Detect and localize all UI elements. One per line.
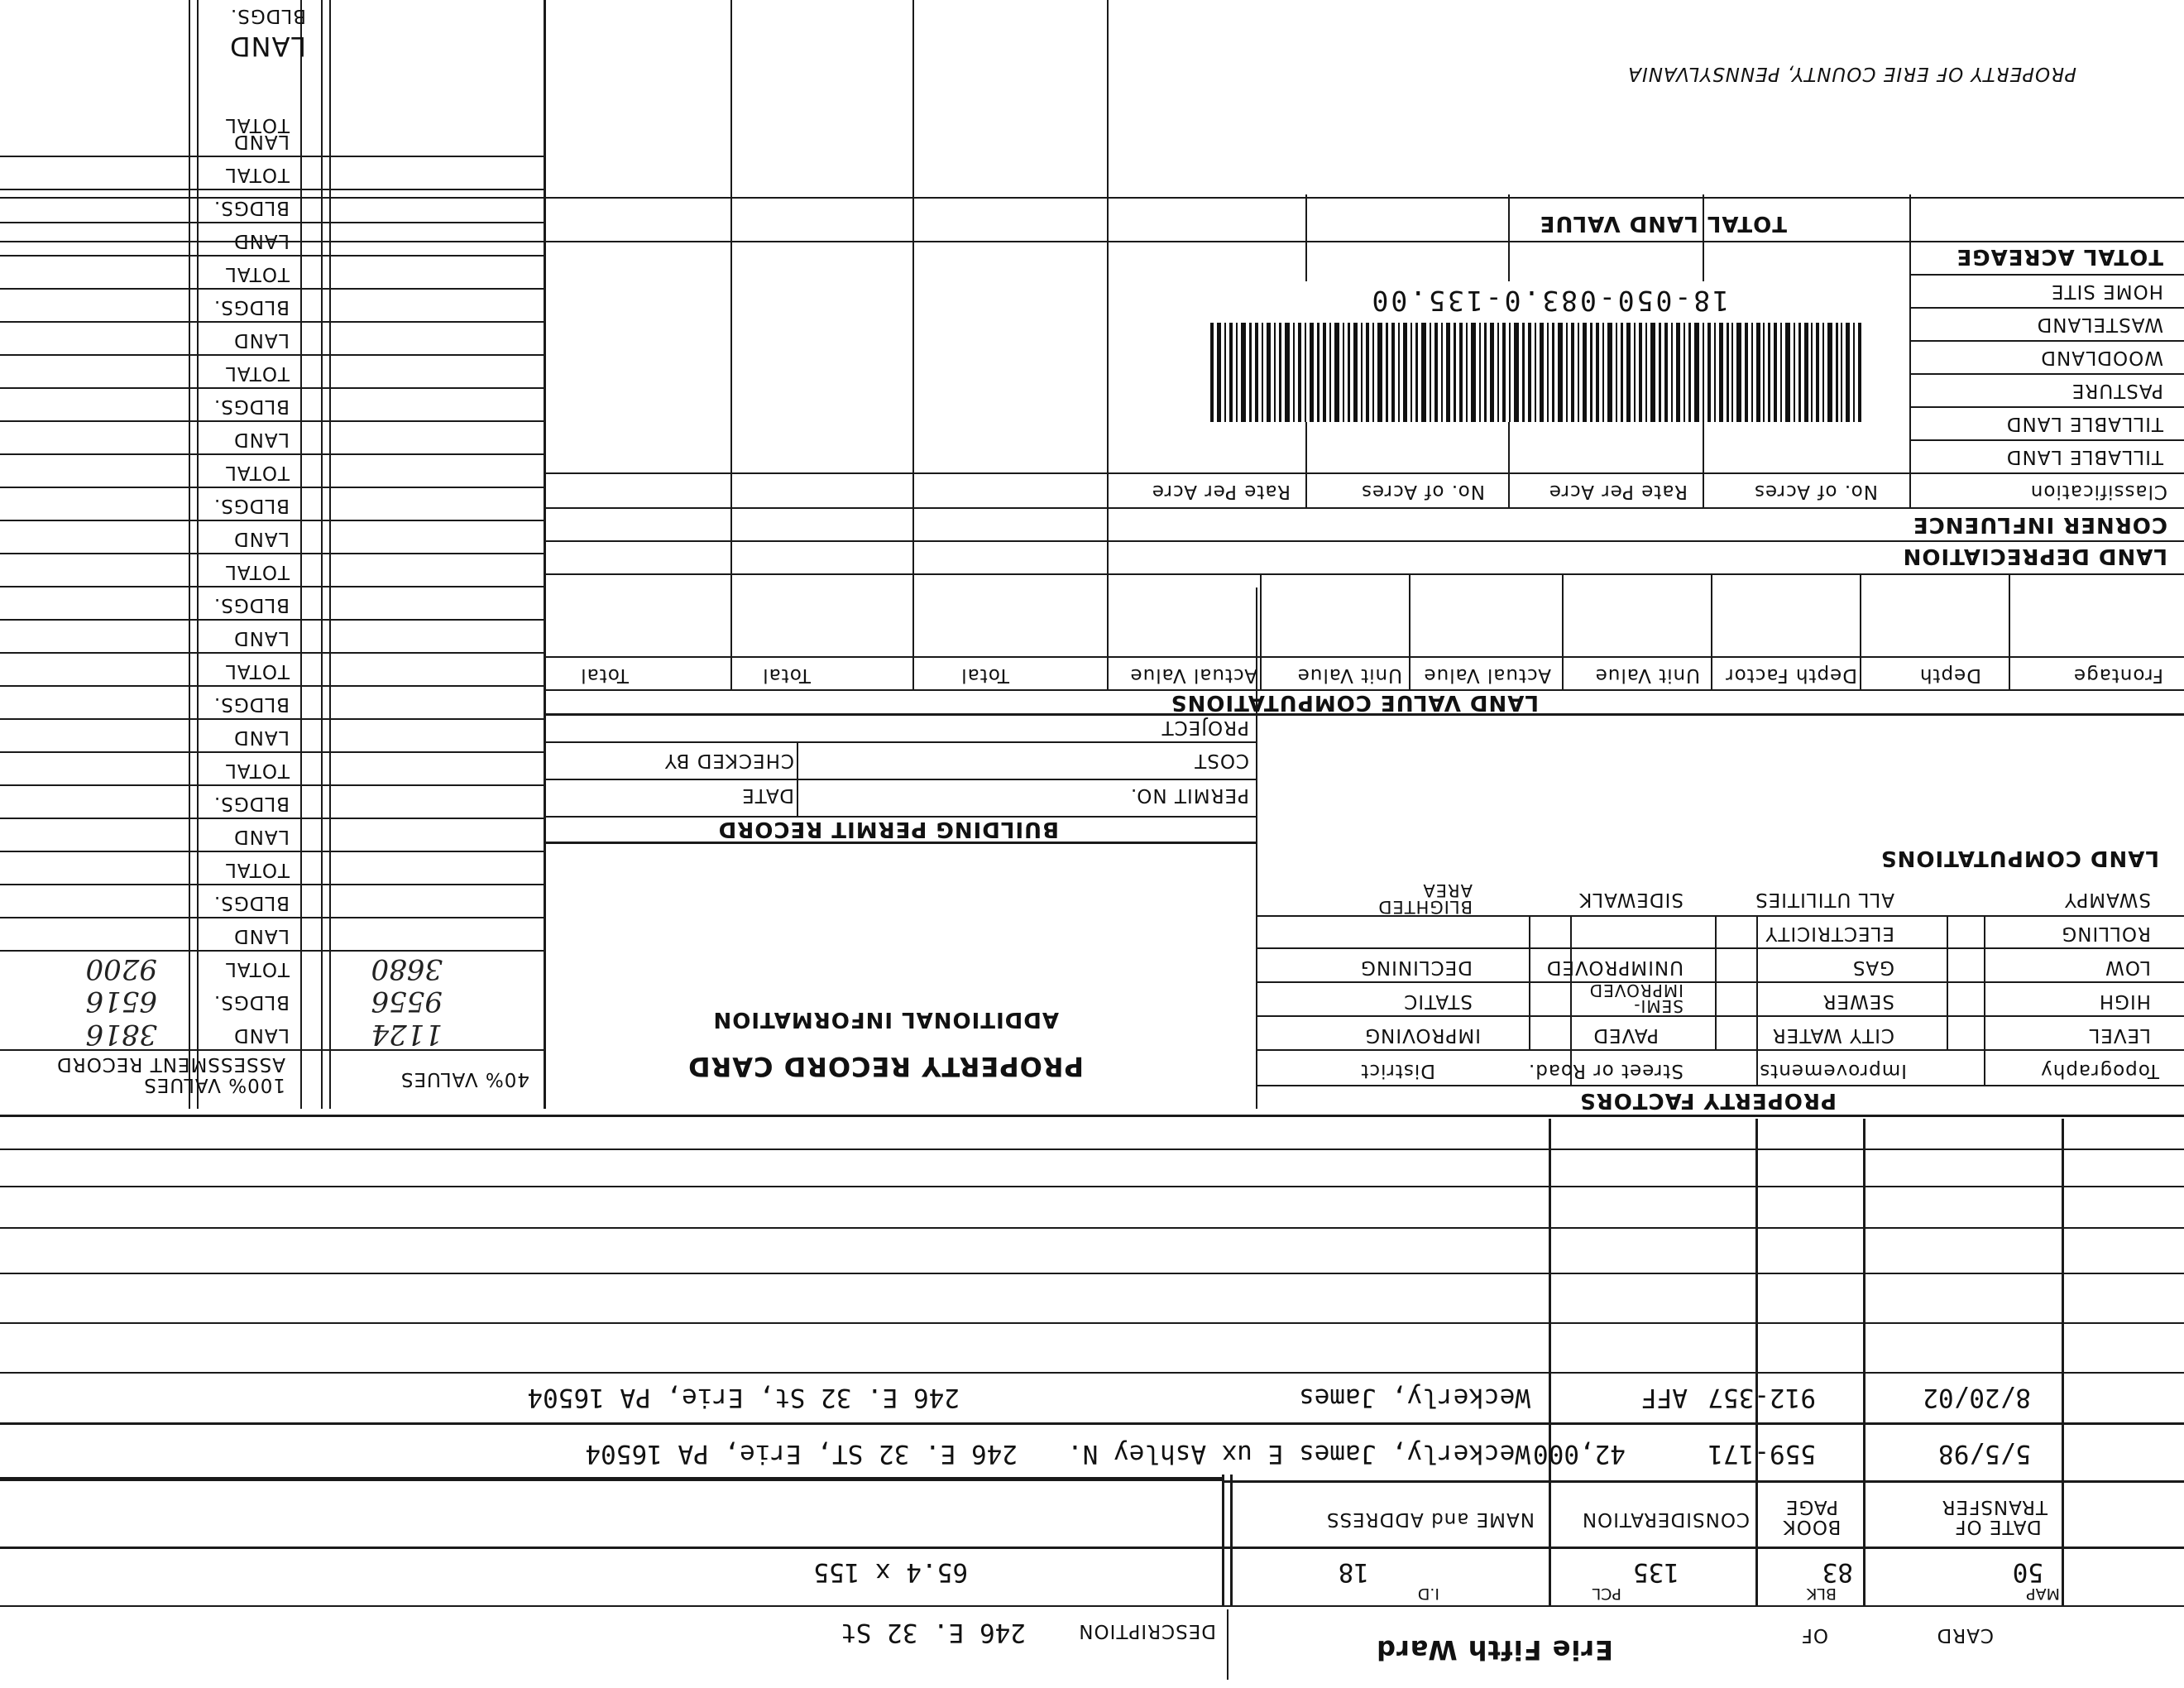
land-item-line-4 bbox=[1911, 340, 2184, 342]
transfer-row-1-line bbox=[0, 1422, 2184, 1425]
permit-checked-by-label: CHECKED BY bbox=[663, 750, 794, 771]
value-grid-line bbox=[0, 354, 546, 356]
value-grid-label: LAND bbox=[233, 727, 290, 748]
topo-low: LOW bbox=[2105, 957, 2151, 978]
transfer-1-name: Weckerly, James E ux Ashley N. bbox=[1067, 1439, 1530, 1469]
value-grid-label: LAND bbox=[233, 329, 290, 351]
value-grid-label: BLDGS. bbox=[213, 197, 290, 218]
street-semi-improved: SEMI-IMPROVED bbox=[1588, 981, 1684, 1016]
permit-project-label: PROJECT bbox=[1161, 717, 1249, 738]
improvements-header: Improvements bbox=[1759, 1060, 1907, 1081]
value-grid-label: LAND bbox=[233, 925, 290, 947]
owner-caption: PROPERTY OF ERIE COUNTY, PENNSYLVANIA bbox=[1627, 63, 2076, 84]
value-grid-line bbox=[0, 520, 546, 521]
impr-city-water: CITY WATER bbox=[1771, 1024, 1894, 1046]
pcl-value: 135 bbox=[1633, 1557, 1679, 1587]
acres-header-1: No. of Acres bbox=[1753, 481, 1878, 502]
total-land-value-line bbox=[0, 197, 2184, 199]
value-grid-line bbox=[0, 917, 546, 918]
transfer-row-4-line bbox=[0, 1273, 2184, 1274]
value-grid-label: BLDGS. bbox=[213, 396, 290, 417]
street-header: Street or Road. bbox=[1527, 1060, 1684, 1081]
lvc-title-line bbox=[546, 689, 2184, 691]
factors-row-2 bbox=[1257, 981, 2184, 983]
street-unimproved: UNIMPROVED bbox=[1545, 957, 1684, 978]
topo-swampy: SWAMPY bbox=[2063, 889, 2151, 910]
transfer-date-header: DATE OF TRANSFER bbox=[1941, 1495, 2048, 1537]
value-grid-label: TOTAL bbox=[225, 164, 290, 185]
district-blighted-area: BLIGHTED AREA bbox=[1377, 880, 1473, 917]
factors-header-line bbox=[1257, 1049, 2184, 1051]
value-grid-label: LAND bbox=[233, 230, 290, 252]
land-computations-title: LAND COMPUTATIONS bbox=[1880, 846, 2159, 870]
land-item-wasteland: WASTELAND bbox=[2036, 314, 2163, 335]
values-left-edge bbox=[544, 0, 546, 1109]
values-header-line bbox=[0, 1049, 546, 1051]
value-row-land: LAND bbox=[233, 1024, 290, 1046]
street-paved: PAVED bbox=[1592, 1024, 1659, 1046]
transfer-consideration-header: CONSIDERATION bbox=[1581, 1508, 1750, 1530]
value-grid-label: BLDGS. bbox=[213, 892, 290, 914]
blk-value: 83 bbox=[1822, 1557, 1853, 1587]
hundred-bldgs-value: 6516 bbox=[85, 985, 157, 1018]
hundred-values-label: 100% VALUES bbox=[143, 1074, 285, 1096]
id-value: 18 bbox=[1338, 1557, 1369, 1587]
value-grid-label: BLDGS. bbox=[213, 495, 290, 516]
col-line-3 bbox=[1755, 1119, 1758, 1607]
transfer-row-7-line bbox=[0, 1149, 2184, 1150]
value-grid-label: LAND bbox=[233, 826, 290, 847]
hundred-land-value: 3816 bbox=[85, 1018, 157, 1051]
value-grid-line bbox=[0, 453, 546, 455]
lvc-actual-value-2: Actual Value bbox=[1129, 664, 1257, 686]
land-depreciation-label: LAND DEPRECIATION bbox=[1902, 544, 2167, 568]
land-item-line-7 bbox=[0, 241, 2184, 242]
value-grid-line bbox=[0, 189, 546, 190]
permit-row-line-2 bbox=[546, 741, 1257, 743]
value-grid-line bbox=[0, 784, 546, 786]
land-item-line-6 bbox=[1911, 274, 2184, 276]
lvc-header-line bbox=[546, 656, 2184, 658]
value-grid-label: LAND bbox=[233, 627, 290, 649]
lvc-col-2 bbox=[1860, 575, 1861, 691]
rate-header-2: Rate Per Acre bbox=[1151, 481, 1291, 502]
value-grid-line bbox=[0, 718, 546, 720]
value-grid-label: LAND bbox=[233, 528, 290, 549]
map-value: 50 bbox=[2012, 1557, 2043, 1587]
factors-col-2b bbox=[1715, 917, 1717, 1051]
district-static: STATIC bbox=[1403, 990, 1473, 1012]
forty-values-label: 40% VALUES bbox=[400, 1068, 529, 1090]
lvc-col-4 bbox=[1562, 575, 1564, 691]
parcel-row-bottom-line bbox=[0, 1547, 2184, 1549]
blk-label: BLK bbox=[1806, 1585, 1837, 1603]
forty-bldgs-value: 9556 bbox=[371, 985, 443, 1018]
value-row-total-top: TOTAL bbox=[225, 114, 290, 136]
value-grid-line bbox=[0, 652, 546, 654]
corner-influence-label: CORNER INFLUENCE bbox=[1912, 512, 2167, 537]
transfer-row-6-line bbox=[0, 1186, 2184, 1187]
value-grid-label: TOTAL bbox=[225, 561, 290, 583]
value-grid-line bbox=[0, 288, 546, 290]
lvc-unit-value-1: Unit Value bbox=[1594, 664, 1700, 686]
col-line-5 bbox=[1230, 1475, 1233, 1607]
land-item-line-2 bbox=[1911, 406, 2184, 408]
lvc-frontage: Frontage bbox=[2072, 664, 2163, 686]
values-mid-line bbox=[329, 0, 331, 1109]
land-item-tillable-2: TILLABLE LAND bbox=[2005, 413, 2163, 434]
forty-land-value: 1124 bbox=[371, 1018, 443, 1051]
lvc-bottom bbox=[546, 573, 2184, 575]
transfer-book-page-header: BOOK PAGE bbox=[1782, 1495, 1842, 1537]
topography-header: Topography bbox=[2040, 1060, 2159, 1081]
corner-line bbox=[546, 507, 2184, 509]
total-land-value-label: TOTAL LAND VALUE bbox=[1539, 211, 1787, 236]
values-right-line-b bbox=[189, 0, 190, 1109]
district-declining: DECLINING bbox=[1360, 957, 1473, 978]
transfer-2-name: Weckerly, James bbox=[1299, 1383, 1530, 1412]
value-grid-label: BLDGS. bbox=[213, 793, 290, 814]
transfer-1-date: 5/5/98 bbox=[1938, 1439, 2031, 1469]
classification-line bbox=[546, 472, 2184, 474]
land-item-home-site: HOME SITE bbox=[2050, 281, 2163, 302]
value-grid-line bbox=[0, 751, 546, 753]
depreciation-line bbox=[546, 540, 2184, 542]
lvc-depth: Depth bbox=[1918, 664, 1981, 686]
col-line-1 bbox=[2062, 1119, 2064, 1607]
lvc-unit-value-2: Unit Value bbox=[1296, 664, 1402, 686]
value-grid-label: TOTAL bbox=[225, 263, 290, 285]
impr-gas: GAS bbox=[1851, 957, 1894, 978]
factors-row-3 bbox=[1257, 947, 2184, 949]
card-label: CARD bbox=[1936, 1624, 1994, 1646]
value-grid-label: BLDGS. bbox=[213, 594, 290, 616]
value-grid-label: TOTAL bbox=[225, 760, 290, 781]
transfer-1-book-page: 559-171 bbox=[1707, 1439, 1816, 1469]
col-line-4 bbox=[1549, 1119, 1551, 1607]
assessment-record-label: ASSESSMENT RECORD bbox=[56, 1053, 285, 1075]
value-grid-line bbox=[0, 321, 546, 323]
lvc-col-3 bbox=[1711, 575, 1712, 691]
factors-col-1b bbox=[1947, 917, 1948, 1051]
transfer-1-consideration: 42,000 bbox=[1533, 1439, 1626, 1469]
card-of-label: OF bbox=[1800, 1624, 1828, 1646]
permit-title-line bbox=[546, 816, 1257, 818]
value-row-bldgs-top: BLDGS. bbox=[229, 5, 306, 26]
land-item-line-1 bbox=[1911, 439, 2184, 441]
lvc-col-1 bbox=[2009, 575, 2010, 691]
value-grid-label: TOTAL bbox=[225, 362, 290, 384]
topo-level: LEVEL bbox=[2088, 1024, 2151, 1046]
values-mid-line-c bbox=[300, 0, 302, 1109]
transfer-2-consideration: AFF bbox=[1641, 1383, 1688, 1412]
property-record-card-title: PROPERTY RECORD CARD bbox=[687, 1051, 1084, 1082]
values-right-line bbox=[197, 0, 199, 1109]
value-grid-line bbox=[0, 255, 546, 257]
value-grid-label: LAND bbox=[233, 131, 290, 152]
transfer-2-address: 246 E. 32 St, Erie, PA 16504 bbox=[527, 1383, 960, 1412]
land-item-line-3 bbox=[1911, 373, 2184, 375]
value-row-total: TOTAL bbox=[225, 958, 290, 980]
district-header: District bbox=[1360, 1060, 1435, 1081]
impr-sewer: SEWER bbox=[1822, 990, 1894, 1012]
value-grid-line bbox=[0, 586, 546, 587]
permit-col-line bbox=[797, 743, 798, 818]
value-grid-label: TOTAL bbox=[225, 462, 290, 483]
land-item-line-5 bbox=[1911, 307, 2184, 309]
parcel-row-top-line bbox=[0, 1605, 2184, 1607]
rate-header-1: Rate Per Acre bbox=[1548, 481, 1688, 502]
impr-all-utilities: ALL UTILITIES bbox=[1755, 889, 1894, 910]
lvc-col-6 bbox=[1260, 575, 1262, 691]
transfer-name-header: NAME and ADDRESS bbox=[1325, 1508, 1535, 1530]
permit-cost-label: COST bbox=[1194, 750, 1249, 771]
lvc-total-2: Total bbox=[762, 664, 811, 686]
value-grid-line bbox=[0, 387, 546, 389]
lvc-total-3: Total bbox=[580, 664, 629, 686]
land-item-tillable-1: TILLABLE LAND bbox=[2005, 446, 2163, 468]
value-grid-label: TOTAL bbox=[225, 859, 290, 880]
value-grid-label: BLDGS. bbox=[213, 296, 290, 318]
topo-high: HIGH bbox=[2098, 990, 2151, 1012]
ward-title: Erie Fifth Ward bbox=[1376, 1634, 1613, 1666]
transfer-2-book-page: 912-357 bbox=[1707, 1383, 1816, 1412]
transfer-row-3-line bbox=[0, 1322, 2184, 1324]
value-grid-line bbox=[0, 553, 546, 554]
barcode-number: 18-050-083.0-135.00 bbox=[1369, 285, 1729, 317]
lvc-col-5 bbox=[1409, 575, 1410, 691]
land-item-total-acreage: TOTAL ACREAGE bbox=[1956, 244, 2163, 269]
property-factors-title: PROPERTY FACTORS bbox=[1578, 1088, 1837, 1113]
col-line-5b bbox=[1222, 1475, 1224, 1607]
value-grid-label: LAND bbox=[233, 429, 290, 450]
factors-col-3b bbox=[1529, 917, 1530, 1051]
value-grid-line bbox=[0, 851, 546, 852]
impr-electricity: ELECTRICITY bbox=[1765, 923, 1894, 944]
header-divider bbox=[1227, 1609, 1228, 1680]
value-grid-line bbox=[0, 950, 546, 952]
id-label: I.D bbox=[1417, 1585, 1439, 1603]
lvc-depth-factor: Depth Factor bbox=[1725, 664, 1857, 686]
value-grid-line bbox=[0, 818, 546, 819]
land-item-pasture: PASTURE bbox=[2071, 380, 2163, 401]
map-label: MAP bbox=[2026, 1585, 2060, 1603]
value-row-bldgs: BLDGS. bbox=[213, 991, 290, 1013]
factors-title-line bbox=[1257, 1085, 2184, 1086]
transfer-section-bottom bbox=[0, 1115, 2184, 1117]
lvc-col-8 bbox=[912, 0, 914, 691]
topo-rolling: ROLLING bbox=[2061, 923, 2151, 944]
dimensions: 65.4 x 155 bbox=[813, 1557, 968, 1587]
value-grid-line bbox=[0, 156, 546, 157]
value-grid-line bbox=[0, 487, 546, 488]
transfer-header-line bbox=[1224, 1480, 2184, 1483]
street-sidewalk: SIDEWALK bbox=[1578, 889, 1684, 910]
factors-col-2 bbox=[1756, 917, 1758, 1086]
factors-col-3 bbox=[1570, 917, 1572, 1086]
pcl-label: PCL bbox=[1592, 1585, 1621, 1603]
value-grid-line bbox=[0, 884, 546, 885]
lvc-actual-value-1: Actual Value bbox=[1423, 664, 1551, 686]
land-value-computations-title: LAND VALUE COMPUTATIONS bbox=[1170, 690, 1539, 715]
value-row-land-top: LAND bbox=[228, 31, 306, 62]
value-grid-label: TOTAL bbox=[225, 660, 290, 682]
value-grid-label: BLDGS. bbox=[213, 693, 290, 715]
building-permit-title: BUILDING PERMIT RECORD bbox=[717, 817, 1059, 842]
permit-date-label: DATE bbox=[741, 784, 794, 806]
value-grid-line bbox=[0, 619, 546, 621]
land-item-woodland: WOODLAND bbox=[2040, 347, 2163, 368]
value-grid-line bbox=[0, 222, 546, 223]
transfer-1-address: 246 E. 32 ST, Erie, PA 16504 bbox=[585, 1439, 1018, 1469]
additional-information-title: ADDITIONAL INFORMATION bbox=[712, 1007, 1059, 1032]
transfer-row-5-line bbox=[0, 1227, 2184, 1229]
header-rule bbox=[0, 1477, 1224, 1481]
transfer-row-2-line bbox=[0, 1372, 2184, 1374]
forty-total-value: 3680 bbox=[371, 952, 443, 985]
transfer-2-date: 8/20/02 bbox=[1923, 1383, 2031, 1412]
values-mid-line-b bbox=[321, 0, 323, 1109]
factors-col-1 bbox=[1984, 917, 1985, 1086]
permit-row-line bbox=[546, 779, 1257, 780]
col-line-2 bbox=[1863, 1119, 1866, 1607]
value-grid-line bbox=[0, 420, 546, 422]
barcode-bars-icon bbox=[1208, 323, 1861, 422]
hundred-total-value: 9200 bbox=[85, 952, 157, 985]
barcode bbox=[1191, 281, 1878, 422]
factors-row-1 bbox=[1257, 1015, 2184, 1017]
acres-header-2: No. of Acres bbox=[1360, 481, 1485, 502]
additional-info-bottom bbox=[546, 842, 1257, 844]
description-value: 246 E. 32 St bbox=[841, 1618, 1026, 1647]
classification-header: Classification bbox=[2029, 481, 2167, 502]
factors-row-4 bbox=[1257, 915, 2184, 917]
district-improving: IMPROVING bbox=[1364, 1024, 1481, 1046]
lvc-total-1: Total bbox=[960, 664, 1009, 686]
lvc-col-9 bbox=[730, 0, 732, 691]
permit-no-label: PERMIT NO. bbox=[1129, 784, 1249, 806]
description-label: DESCRIPTION bbox=[1078, 1620, 1216, 1642]
lvc-col-7 bbox=[1107, 0, 1109, 691]
value-grid-line bbox=[0, 685, 546, 687]
